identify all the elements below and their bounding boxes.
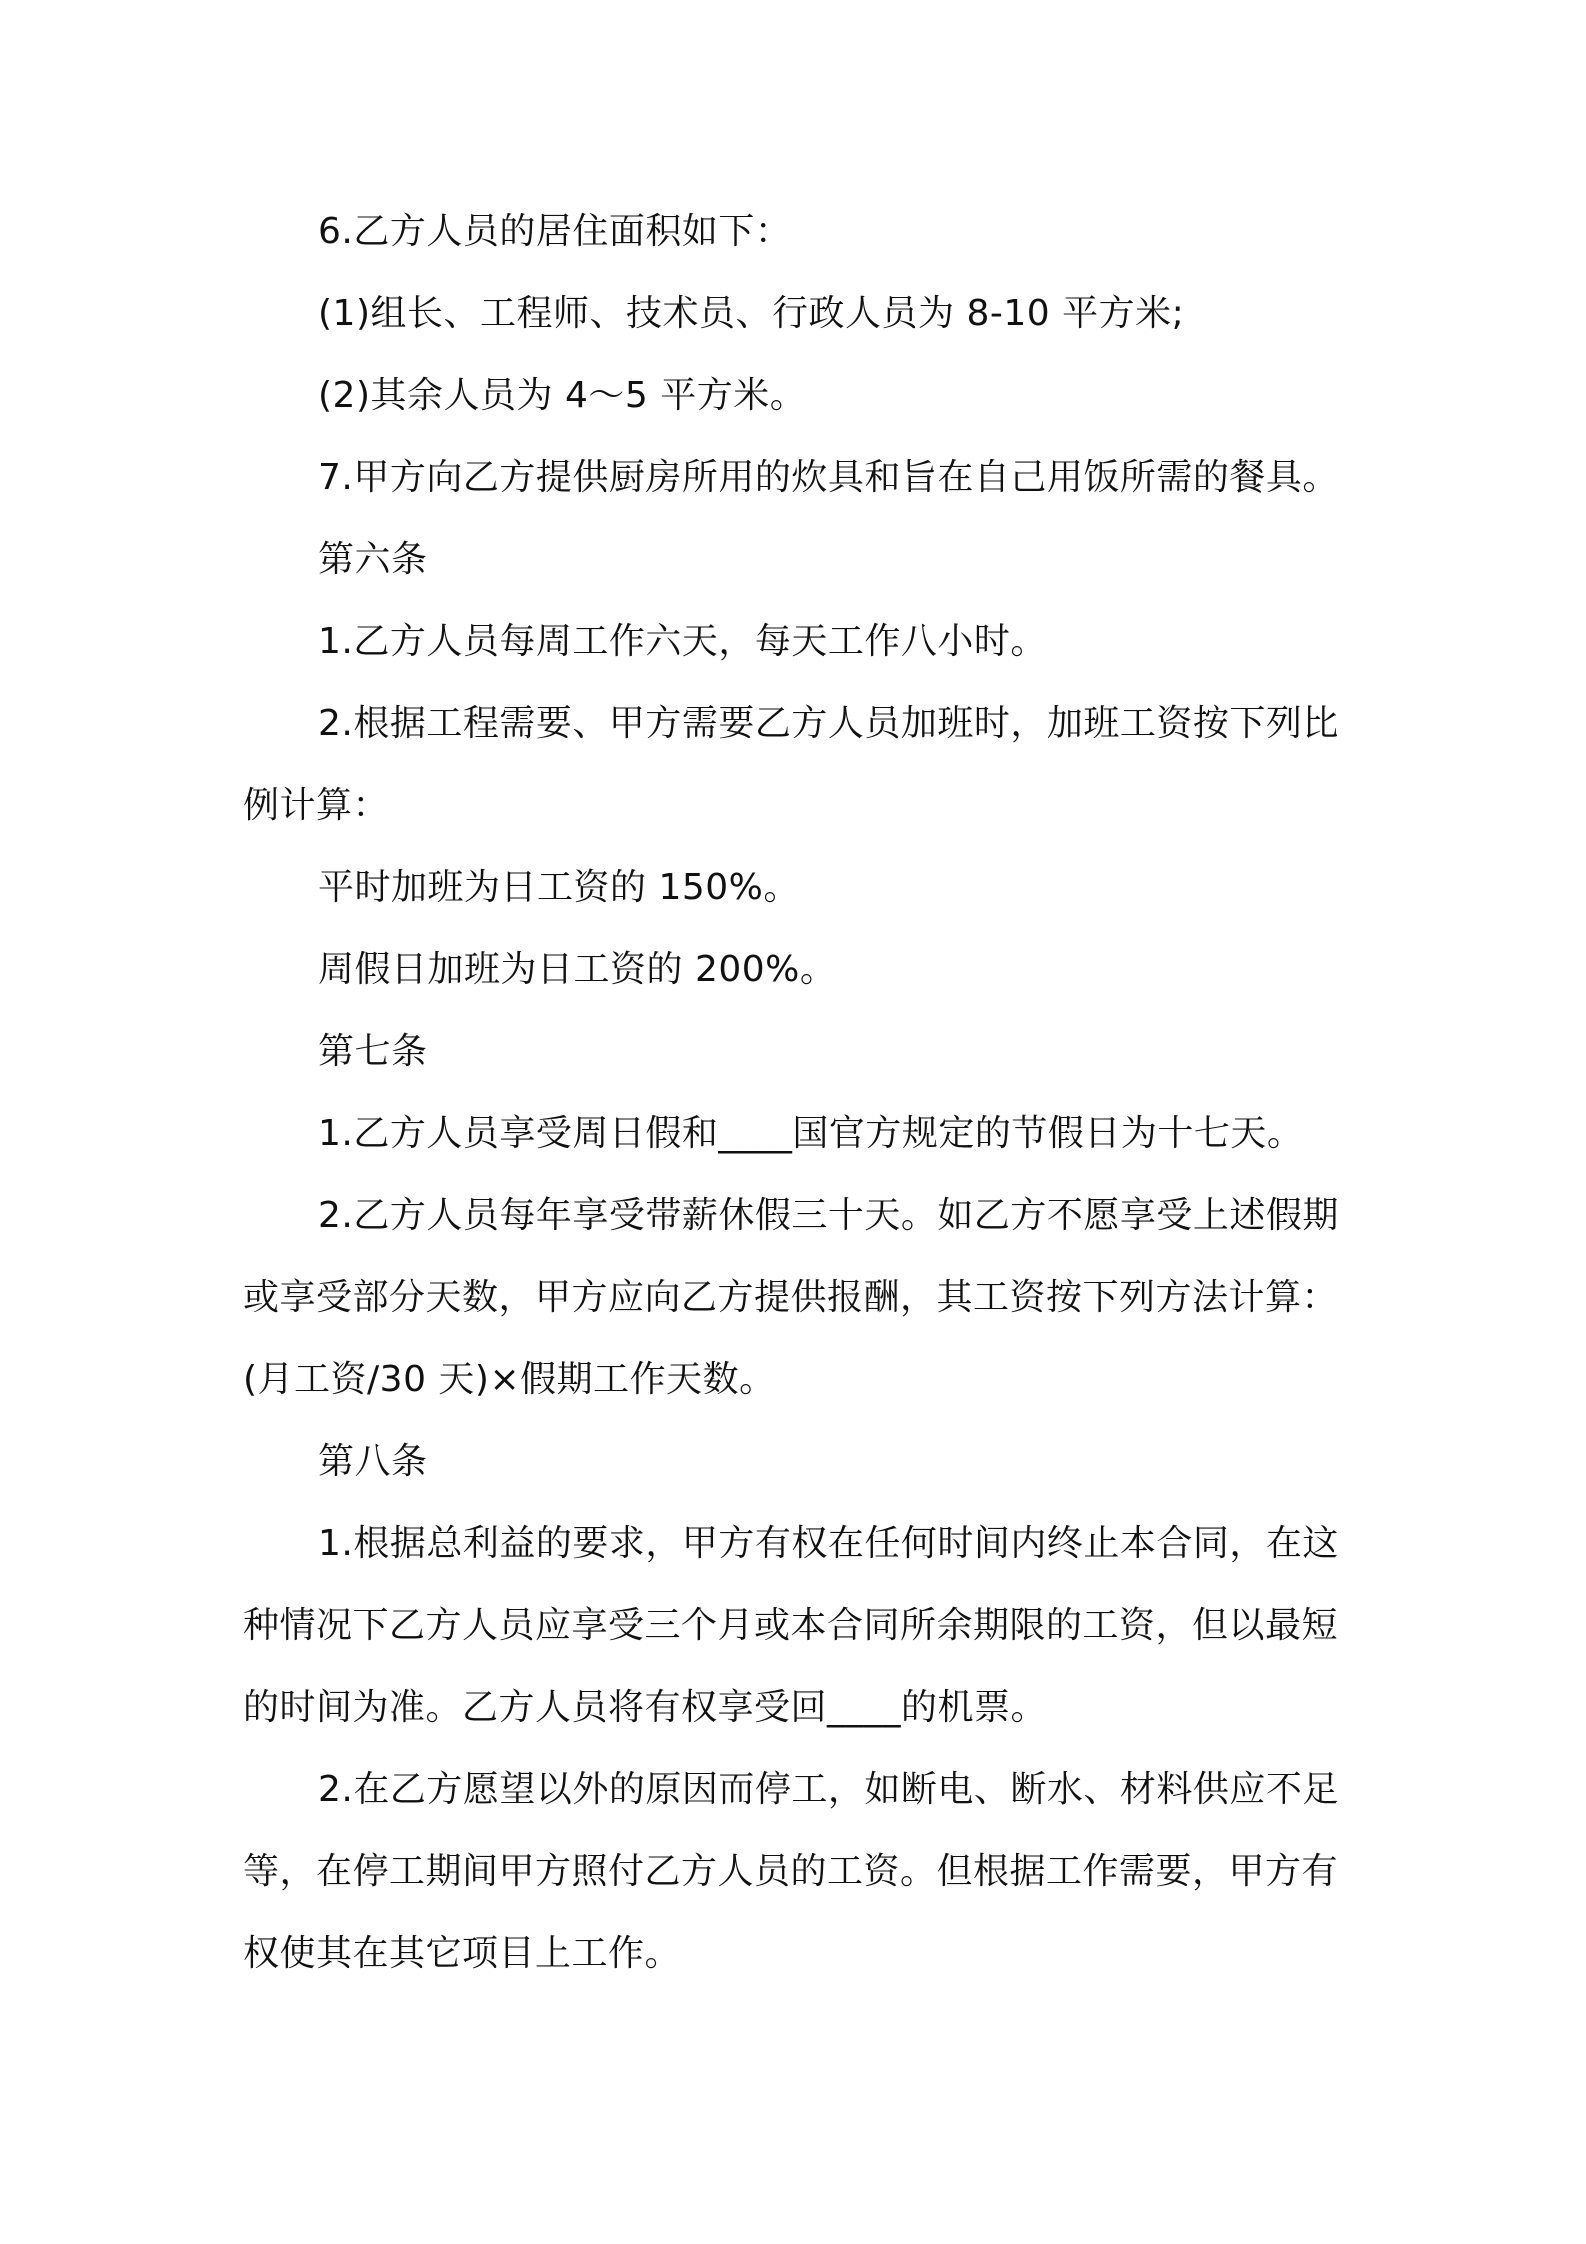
article-6-clause-1: 1.乙方人员每周工作六天，每天工作八小时。 (318, 621, 1047, 662)
article-8-clause-1-line-3: 的时间为准。乙方人员将有权享受回____的机票。 (243, 1687, 1048, 1728)
article-7-heading: 第七条 (318, 1031, 428, 1072)
article-8-clause-2-line-2: 等，在停工期间甲方照付乙方人员的工资。但根据工作需要，甲方有 (243, 1851, 1339, 1892)
article-8-clause-2-line-3: 权使其在其它项目上工作。 (243, 1933, 682, 1974)
article-8-clause-1-line-2: 种情况下乙方人员应享受三个月或本合同所余期限的工资，但以最短 (243, 1605, 1339, 1646)
overtime-weekday-rate: 平时加班为日工资的 150%。 (318, 867, 800, 908)
article-6-heading: 第六条 (318, 539, 428, 580)
article-7-clause-1: 1.乙方人员享受周日假和____国官方规定的节假日为十七天。 (318, 1113, 1304, 1154)
article-7-clause-2-line-1: 2.乙方人员每年享受带薪休假三十天。如乙方不愿享受上述假期 (318, 1195, 1339, 1236)
article-6-clause-2-line-1: 2.根据工程需要、甲方需要乙方人员加班时，加班工资按下列比 (318, 703, 1339, 744)
article-8-clause-2-line-1: 2.在乙方愿望以外的原因而停工，如断电、断水、材料供应不足 (318, 1769, 1339, 1810)
clause-6-7: 7.甲方向乙方提供厨房所用的炊具和旨在自己用饭所需的餐具。 (318, 457, 1339, 498)
article-6-clause-2-line-2: 例计算： (243, 785, 390, 826)
article-8-clause-1-line-1: 1.根据总利益的要求，甲方有权在任何时间内终止本合同，在这 (318, 1523, 1339, 1564)
article-7-clause-2-line-2: 或享受部分天数，甲方应向乙方提供报酬，其工资按下列方法计算： (243, 1277, 1339, 1318)
article-7-clause-2-line-3: (月工资/30 天)×假期工作天数。 (243, 1359, 776, 1400)
clause-6-6-item-2: (2)其余人员为 4～5 平方米。 (318, 375, 807, 416)
clause-6-6-item-1: (1)组长、工程师、技术员、行政人员为 8-10 平方米; (318, 293, 1185, 334)
overtime-weekend-rate: 周假日加班为日工资的 200%。 (318, 949, 837, 990)
clause-6-6-heading: 6.乙方人员的居住面积如下： (318, 211, 792, 252)
article-8-heading: 第八条 (318, 1441, 428, 1482)
